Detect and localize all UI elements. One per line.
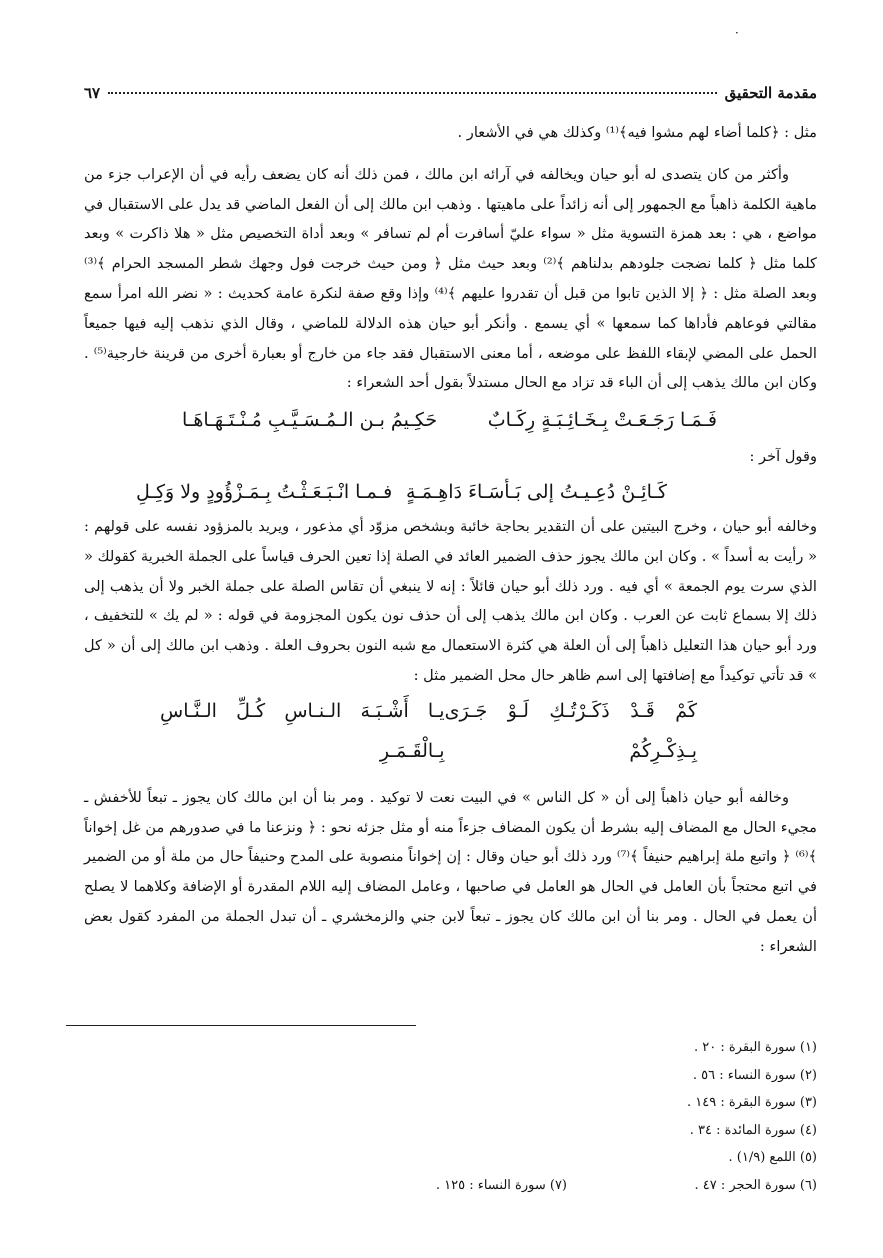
footnote-row xyxy=(357,1172,817,1200)
dot-leader xyxy=(108,92,717,94)
verse-1 xyxy=(84,398,817,442)
scan-mark: · xyxy=(735,26,739,40)
footnote-row xyxy=(357,1034,817,1062)
running-header xyxy=(84,84,817,110)
verse-2-second-hemistich: فـمـا انْـبَـعَـثْـتُ بِـمَـزْؤُودٍ ولا وَكِـلِ xyxy=(136,480,393,503)
main-text xyxy=(84,118,817,962)
verse-3-second-hemistich: يـا أَشْـبَـهَ الـنـاسِ كُـلِّ الـنَّـاسِ بِـالْقَـمَـرِ xyxy=(160,699,445,762)
footnotes xyxy=(357,1034,817,1199)
paragraph-5: وخالفه أبو حيان ذاهباً إلى أن « كل الناس » في البيت نعت لا توكيد . ومر بنا أن ابن مالك كان يجوز ـ تبعاً للأخفش ـ مجيء الحال مع المضاف إليه بشرط أن يكون المضاف جزءاً منه أو مثل جزئه نحو : ﴿ ونزعنا ما في صدورهم من غل إخواناً ﴾⁽⁶⁾ ﴿ واتبع ملة إبراهيم حنيفاً ﴾⁽⁷⁾ ورد ذلك أبو حيان وقال : إن إخواناً منصوبة على المدح وحنيفاً حال من ملة أو من الضمير في اتبع محتجاً بأن العامل في الحال هو العامل في صاحبها ، وعامل المضاف إليه اللام المقدرة أو الإضافة وكلاهما لا يصلح أن يعمل في الحال . ومر بنا أن ابن مالك كان يجوز ـ تبعاً لابن جني والزمخشري ـ أن تبدل الجملة من المفرد كقول بعض الشعراء : xyxy=(84,788,817,955)
footnote-row xyxy=(357,1144,817,1172)
paragraph-3: وقول آخر : xyxy=(749,448,817,466)
verse-2-first-hemistich: كَـائِـنْ دُعِـيـتُ إلى بَـأسَـاءَ دَاهِـمَـةٍ xyxy=(405,480,667,503)
footnote-3: (٣) سورة البقرة : ١٤٩ . xyxy=(686,1095,817,1110)
verse-1-first-hemistich: فَـمَـا رَجَـعَـتْ بِـخَـائِـبَـةٍ رِكَـابٌ xyxy=(487,409,717,432)
footnote-row xyxy=(357,1062,817,1090)
footnote-row xyxy=(357,1117,817,1145)
verse-2 xyxy=(84,472,817,512)
footnote-2: (٢) سورة النساء : ٥٦ . xyxy=(692,1067,817,1083)
footnote-1: (١) سورة البقرة : ٢٠ . xyxy=(693,1040,817,1055)
verse-1-second-hemistich: حَكِـيمُ بـن الـمُـسَـيَّـبِ مُـنْـتَـهَـاهَـا xyxy=(182,409,438,432)
footnote-separator xyxy=(66,1025,416,1026)
paragraph-4: وخالفه أبو حيان ، وخرج البيتين على أن التقدير بحاجة خائبة وبشخص مزوّد أي مذعور ، ويريد بالمزؤود نفسه على قولهم : « رأيت به أسداً » . وكان ابن مالك يجوز حذف الضمير العائد في الصلة إذا تعين الحرف قياساً على الجملة الخبرية كقولك « الذي سرت يوم الجمعة » أي فيه . ورد ذلك أبو حيان قائلاً : إنه لا ينبغي أن تقاس الصلة على جملة الخبر ولا أن يذهب إلى ذلك إلا بسماع ثابت عن العرب . وكان ابن مالك يذهب إلى أن حذف نون يكون المجزومة في قوله : « لم يك » للتخفيف ، ورد أبو حيان هذا التعليل ذاهباً إلى أن العلة هي كثرة الاستعمال مع شبه النون بحروف العلة . وذهب ابن مالك إلى أن « كل » قد تأتي توكيداً مع إضافتها إلى اسم ظاهر حال محل الضمير مثل : xyxy=(84,517,817,684)
footnote-6: (٦) سورة الحجر : ٤٧ . xyxy=(694,1177,817,1193)
paragraph-2: وأكثر من كان يتصدى له أبو حيان ويخالفه في آرائه ابن مالك ، فمن ذلك أنه كان يضعف رأيه في أن الإعراب جزء من ماهية الكلمة ذاهباً مع الجمهور إلى أنه زائداً على ماهيتها . وذهب ابن مالك إلى أن الفعل الماضي قد يدل على الاستقبال في مواضع ، هي : بعد همزة التسوية مثل « سواء عليّ أسافرت أم لم تسافر » وبعد أداة التخصيص مثل « هلا ذاكرت » وبعد كلما مثل ﴿ كلما نضجت جلودهم بدلناهم ﴾⁽²⁾ وبعد حيث مثل ﴿ ومن حيث خرجت فول وجهك شطر المسجد الحرام ﴾⁽³⁾ وبعد الصلة مثل : ﴿ إلا الذين تابوا من قبل أن تقدروا عليهم ﴾⁽⁴⁾ وإذا وقع صفة لنكرة عامة كحديث : « نضر الله امرأ سمع مقالتي فوعاهم فأداها كما سمعها » أي يسمع . وأنكر أبو حيان هذه الدلالة للماضي ، وقال الذي نذهب إليه فيها جميعاً الحمل على المضي لإبقاء اللفظ على موضعه ، أما معنى الاستقبال فقد جاء من خارج أو بعبارة أخرى من قرينة خارجية⁽⁵⁾ . وكان ابن مالك يذهب إلى أن الباء قد تزاد مع الحال مستدلاً بقول أحد الشعراء : xyxy=(84,165,817,392)
page-number: ٦٧ xyxy=(84,84,101,102)
footnote-4: (٤) سورة المائدة : ٣٤ . xyxy=(689,1122,817,1138)
verse-3 xyxy=(84,691,817,771)
verse-3-first-hemistich: كَمْ قَـدْ ذَكَـرْتُـكِ لَـوْ جَـرَى بِـذِكْـرِكُمْ xyxy=(444,699,697,762)
footnote-5: (٥) اللمع (١/٩) . xyxy=(728,1150,817,1165)
footnote-row xyxy=(357,1089,817,1117)
header-title: مقدمة التحقيق xyxy=(724,84,817,102)
paragraph-1: مثل : ﴿كلما أضاء لهم مشوا فيه﴾⁽¹⁾ وكذلك هي في الأشعار . xyxy=(457,124,817,141)
footnote-7: (٧) سورة النساء : ١٢٥ . xyxy=(435,1177,567,1193)
